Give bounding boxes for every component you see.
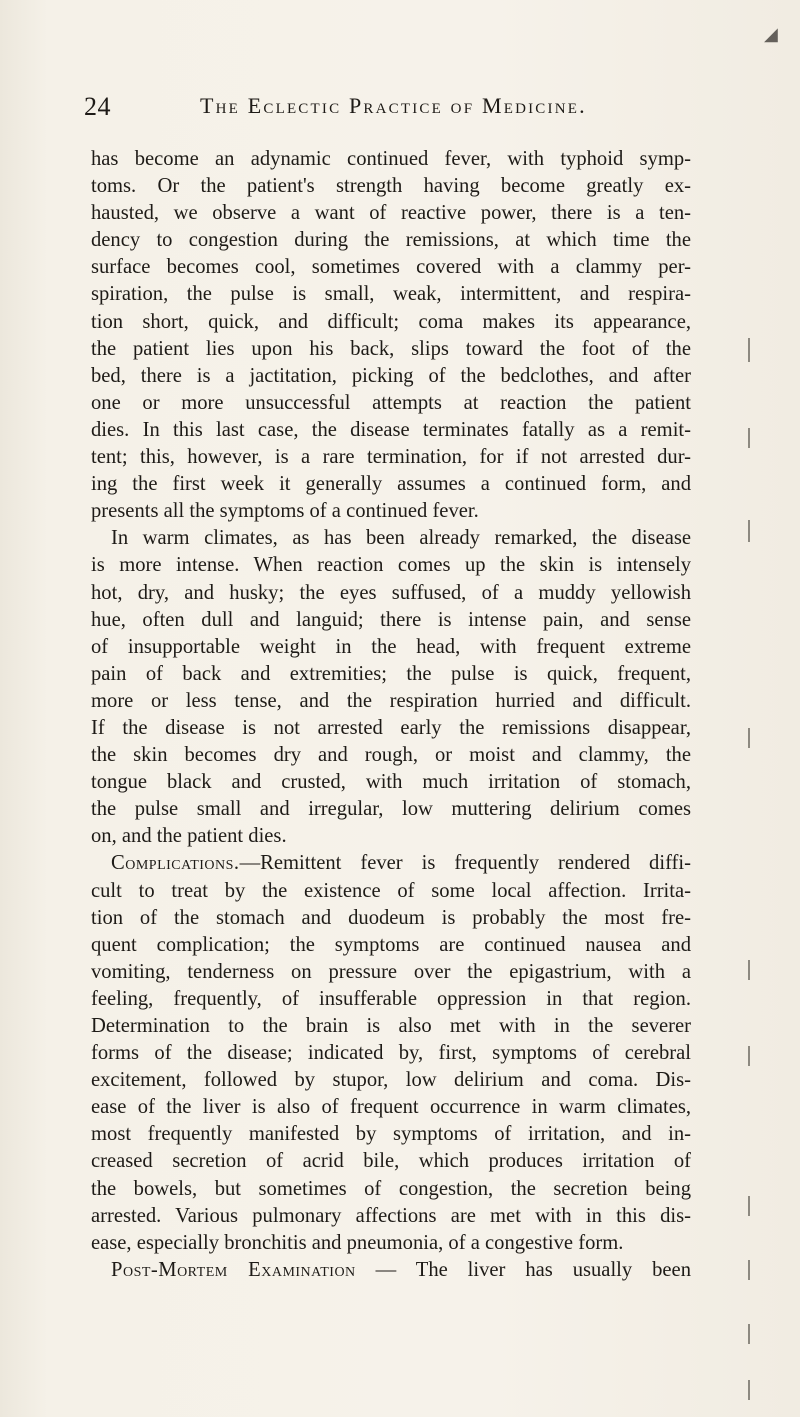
text-line: In warm climates, as has been already remarked, the disease [111,527,691,550]
text-line: of insupportable weight in the head, with frequent extreme [91,635,691,658]
text-line: tent; this, however, is a rare termination, for if not arrested dur- [91,446,691,469]
scan-margin-mark [748,728,750,748]
page-header [84,92,724,126]
text-line: cult to treat by the existence of some local affection. Irrita- [91,879,691,902]
text-fragment: — The liver has usually been [355,1258,691,1281]
text-line: the patient lies upon his back, slips toward the foot of the [91,337,691,360]
text-line: has become an adynamic continued fever, with typhoid symp- [91,148,691,170]
paragraph-2 [91,525,691,850]
text-line: quent complication; the symptoms are continued nausea and [91,933,691,956]
text-line: feeling, frequently, of insufferable oppression in that region. [91,987,691,1010]
scan-margin-mark [748,520,750,542]
text-line: more or less tense, and the respiration hurried and difficult. [91,689,691,712]
scan-margin-mark [748,960,750,980]
section-heading-complications: Complications. [111,852,240,875]
text-line: the skin becomes dry and rough, or moist and clammy, the [91,744,691,767]
text-line: tongue black and crusted, with much irritation of stomach, [91,771,691,794]
body-text [91,146,691,1284]
page-number: 24 [84,92,111,121]
text-fragment: —Remittent fever is frequently rendered diffi- [239,852,691,875]
text-line [91,850,691,877]
text-line: most frequently manifested by symptoms of irritation, and in- [91,1123,691,1146]
text-line: ease, especially bronchitis and pneumonia, of a congestive form. [91,1231,624,1254]
scan-margin-mark [748,1380,750,1400]
text-line: bed, there is a jactitation, picking of the bedclothes, and after [91,364,691,387]
text-line: pain of back and extremities; the pulse is quick, frequent, [91,662,691,685]
paragraph-1 [91,146,691,525]
page-corner-mark: ◢ [764,24,778,44]
text-line [91,1257,691,1284]
text-line: ease of the liver is also of frequent occurrence in warm climates, [91,1096,691,1119]
text-line: is more intense. When reaction comes up the skin is intensely [91,554,691,577]
text-line: tion short, quick, and difficult; coma makes its appearance, [91,310,691,333]
scan-margin-mark [748,1196,750,1216]
text-line: hausted, we observe a want of reactive power, there is a ten- [91,202,691,225]
text-line: forms of the disease; indicated by, first, symptoms of cerebral [91,1042,691,1065]
section-heading-post-mortem: Post-Mortem Examination [111,1258,356,1281]
text-line: dency to congestion during the remissions, at which time the [91,229,691,252]
text-line: arrested. Various pulmonary affections are met with in this dis- [91,1204,691,1227]
text-line: tion of the stomach and duodeum is probably the most fre- [91,906,691,929]
text-line: creased secretion of acrid bile, which produces irritation of [91,1150,691,1173]
text-line: spiration, the pulse is small, weak, intermittent, and respira- [91,283,691,306]
text-line: vomiting, tenderness on pressure over the epigastrium, with a [91,960,691,983]
scan-margin-mark [748,1324,750,1344]
text-line: excitement, followed by stupor, low delirium and coma. Dis- [91,1069,691,1092]
running-title: The Eclectic Practice of Medicine. [200,93,587,118]
text-line: surface becomes cool, sometimes covered with a clammy per- [91,256,691,279]
scan-margin-mark [748,1046,750,1066]
text-line: hue, often dull and languid; there is intense pain, and sense [91,608,691,631]
text-line: presents all the symptoms of a continued fever. [91,500,479,523]
text-line: ing the first week it generally assumes a continued form, and [91,473,691,496]
text-line: If the disease is not arrested early the remissions disappear, [91,716,691,739]
text-line: dies. In this last case, the disease terminates fatally as a remit- [91,418,691,441]
text-line: the pulse small and irregular, low muttering delirium comes [91,798,691,821]
text-line: toms. Or the patient's strength having become greatly ex- [91,175,691,198]
paragraph-post-mortem [91,1257,691,1284]
scan-margin-mark [748,338,750,362]
text-line: Determination to the brain is also met with in the severer [91,1015,691,1037]
text-line: hot, dry, and husky; the eyes suffused, of a muddy yellowish [91,581,691,604]
scan-margin-mark [748,1260,750,1280]
text-line: the bowels, but sometimes of congestion, the secretion being [91,1177,691,1200]
text-line: one or more unsuccessful attempts at reaction the patient [91,391,691,414]
paragraph-complications [91,850,691,1256]
scan-margin-mark [748,428,750,448]
text-line: on, and the patient dies. [91,825,287,848]
